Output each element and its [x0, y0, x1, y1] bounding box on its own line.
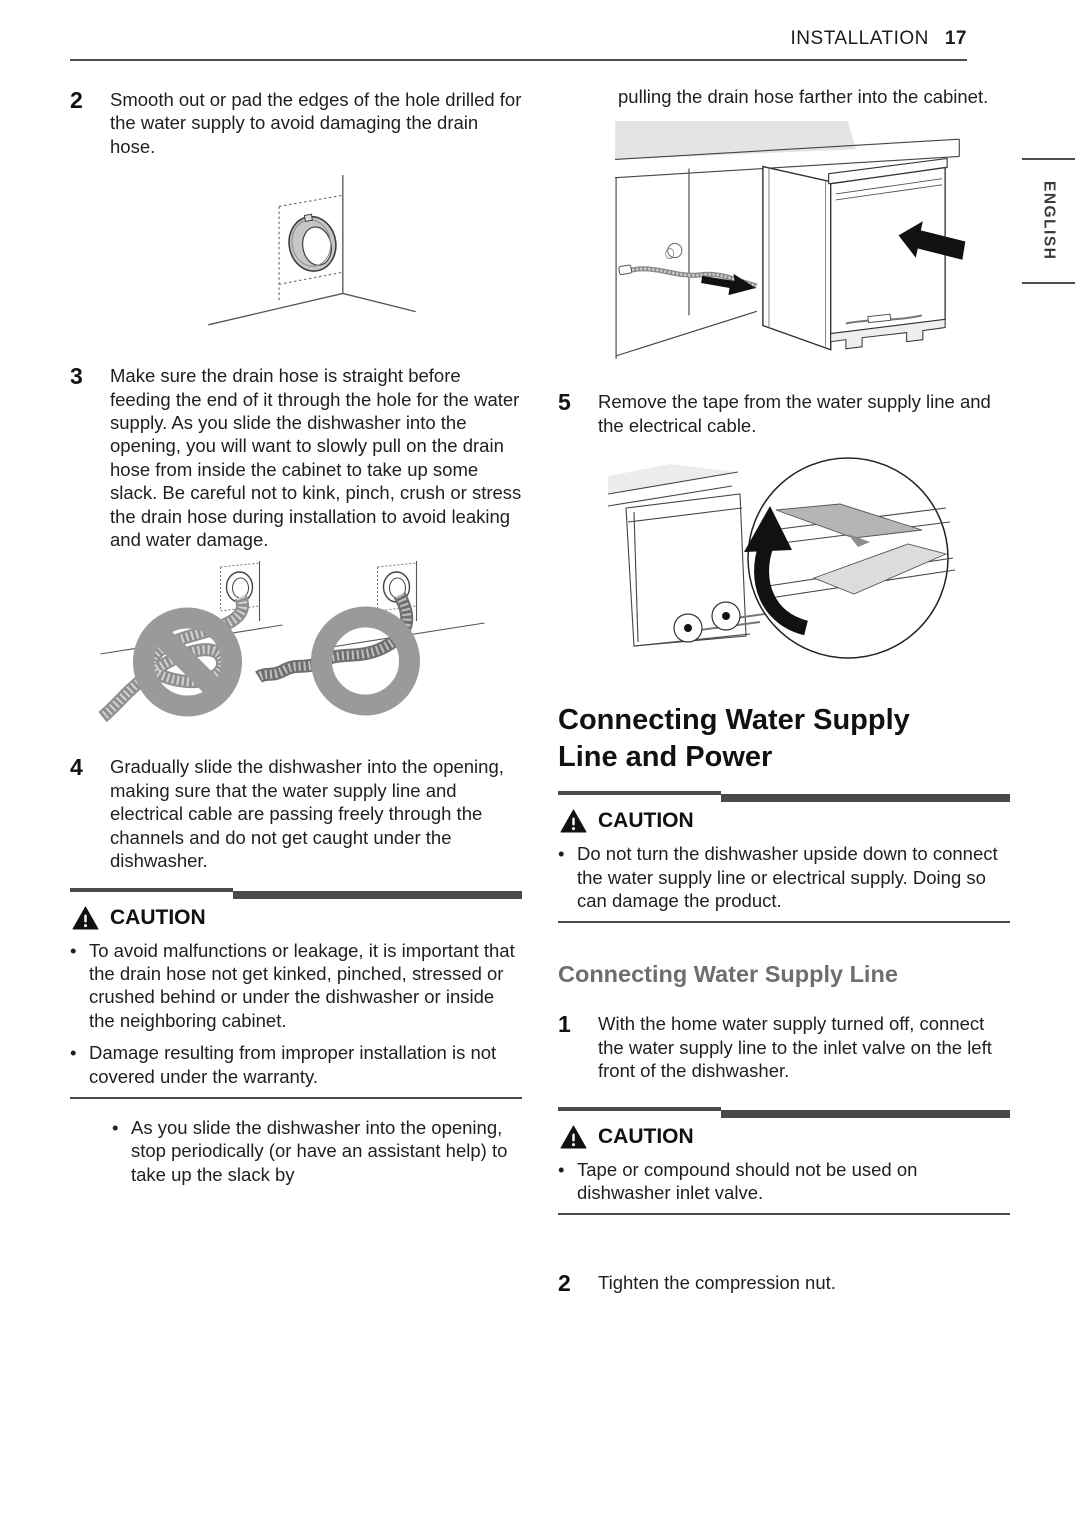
step-text: Make sure the drain hose is straight before feeding the end of it through the hole for the water supply. As you slide the dishwasher into the opening, you will want to slowly pull on the drain hose from inside the cabinet to take up some slack. Be careful not to kink, pinch, crush or stress the drain hose during installation to avoid leaking and water damage.	[110, 365, 522, 551]
step-2-tighten-nut	[558, 1271, 1010, 1296]
left-column	[70, 88, 522, 1186]
kinked-vs-straight-hose-illustration	[70, 557, 490, 742]
step-3-straight-hose	[70, 364, 522, 551]
caution-title: CAUTION	[110, 905, 206, 929]
caution-bullet	[70, 939, 522, 1033]
caution-header-bar	[558, 791, 1010, 802]
caution-box-upside-down	[558, 791, 1010, 923]
step-1-connect-supply	[558, 1012, 1010, 1082]
caution-title-row	[72, 906, 522, 930]
step-number: 3	[70, 363, 83, 390]
section-title: Connecting Water Supply Line and Power	[558, 704, 910, 774]
caution-title-row	[560, 809, 1010, 833]
bullet-marker: •	[558, 1158, 565, 1180]
header-rule	[70, 59, 967, 61]
step-text: With the home water supply turned off, connect the water supply line to the inlet valve on the left front of the dishwasher.	[598, 1013, 992, 1082]
note-text: As you slide the dishwasher into the opening, stop periodically (or have an assistant help) to take up the slack by	[131, 1116, 508, 1185]
hole-in-wall-illustration	[165, 172, 465, 342]
caution-bottom-rule	[70, 1097, 522, 1099]
step-2-smooth-edges	[70, 88, 522, 158]
caution-header-bar	[558, 1107, 1010, 1118]
caution-bullet	[558, 1158, 1010, 1205]
language-tab-label: ENGLISH	[1040, 181, 1058, 261]
step-number: 5	[558, 389, 571, 416]
language-tab-bottom-rule	[1022, 282, 1075, 284]
caution-box-installation	[70, 888, 522, 1099]
caution-title-row	[560, 1125, 1010, 1149]
caution-bullet-text: Do not turn the dishwasher upside down to connect the water supply line or electrical supply. Doing so can damage the product.	[577, 843, 998, 912]
step-number: 2	[70, 87, 83, 113]
bullet-marker: •	[70, 1042, 77, 1064]
step-4-slide-dishwasher	[70, 755, 522, 872]
language-tab	[1022, 158, 1075, 284]
caution-title: CAUTION	[598, 1124, 694, 1148]
warning-triangle-icon	[72, 906, 99, 930]
step-number: 1	[558, 1011, 571, 1038]
caution-box-tape-compound	[558, 1107, 1010, 1216]
dishwasher-sliding-illustration	[613, 121, 1013, 366]
bullet-marker: •	[70, 939, 77, 961]
right-column	[558, 85, 1010, 1296]
tape-removal-illustration	[608, 446, 1013, 686]
step-number: 2	[558, 1270, 571, 1297]
note-bullet	[112, 1116, 522, 1186]
caution-bullet	[558, 842, 1010, 912]
step-text: Gradually slide the dishwasher into the opening, making sure that the water supply line and electrical cable are passing freely through the channels and do not get caught under the dishwasher.	[110, 756, 504, 872]
step-5-remove-tape	[558, 390, 1010, 437]
subsection-title: Connecting Water Supply Line	[558, 961, 898, 988]
caution-bottom-rule	[558, 1213, 1010, 1215]
page-number: 17	[944, 28, 967, 49]
caution-bullet-text: Tape or compound should not be used on dishwasher inlet valve.	[577, 1158, 918, 1204]
step-text: Remove the tape from the water supply line and the electrical cable.	[598, 391, 991, 436]
caution-bullet-text: To avoid malfunctions or leakage, it is important that the drain hose not get kinked, pinched, stressed or crushed behind or under the dishwasher or inside the neighboring cabinet.	[89, 939, 515, 1031]
header-section-label: INSTALLATION	[790, 28, 929, 49]
caution-bullet-text: Damage resulting from improper installation is not covered under the warranty.	[89, 1042, 497, 1087]
warning-triangle-icon	[560, 809, 587, 833]
bullet-marker: •	[558, 843, 565, 865]
caution-header-bar	[70, 888, 522, 899]
continuation-paragraph: pulling the drain hose farther into the cabinet.	[618, 86, 989, 107]
language-tab-top-rule	[1022, 158, 1075, 160]
caution-title: CAUTION	[598, 809, 694, 833]
page-header	[70, 28, 967, 50]
caution-bullet	[70, 1041, 522, 1088]
step-text: Smooth out or pad the edges of the hole drilled for the water supply to avoid damaging the drain hose.	[110, 89, 522, 157]
step-text: Tighten the compression nut.	[598, 1272, 836, 1294]
caution-bottom-rule	[558, 921, 1010, 923]
warning-triangle-icon	[560, 1125, 587, 1149]
bullet-marker: •	[112, 1116, 119, 1138]
step-number: 4	[70, 754, 83, 781]
